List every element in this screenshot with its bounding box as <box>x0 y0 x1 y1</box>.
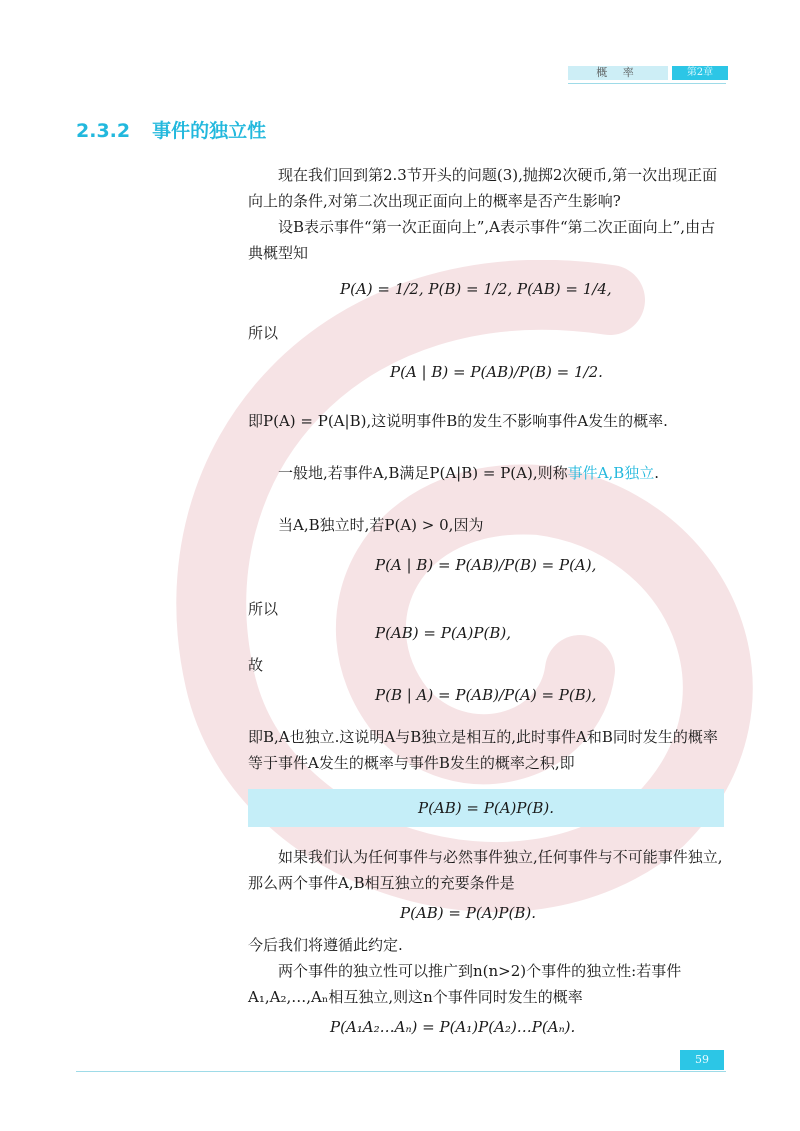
highlighted-equation: P(AB) = P(A)P(B). <box>248 789 724 827</box>
paragraph-2: 设B表示事件“第一次正面向上”,A表示事件“第二次正面向上”,由古典概型知 <box>248 218 716 262</box>
paragraph-3: 即P(A) = P(A|B),这说明事件B的发生不影响事件A发生的概率. <box>248 412 668 430</box>
header-rule <box>568 83 726 84</box>
paragraph-7: 如果我们认为任何事件与必然事件独立,任何事件与不可能事件独立,那么两个事件A,B相互独立的充要条件是 <box>248 848 723 892</box>
equation-5: P(B | A) = P(AB)/P(A) = P(B), <box>375 686 597 704</box>
chapter-label: 概 率 <box>568 66 668 80</box>
equation-7: P(AB) = P(A)P(B). <box>400 904 536 922</box>
chapter-tab: 第2章 <box>672 66 728 80</box>
paragraph-8: 今后我们将遵循此约定. <box>248 936 403 954</box>
section-heading <box>76 116 266 143</box>
page-number: 59 <box>680 1050 724 1070</box>
equation-2: P(A | B) = P(AB)/P(B) = 1/2. <box>390 363 603 381</box>
equation-3: P(A | B) = P(AB)/P(B) = P(A), <box>375 556 597 574</box>
definition-term: 事件A,B独立 <box>567 464 655 482</box>
label-suoyi-2: 所以 <box>248 600 279 618</box>
paragraph-5: 当A,B独立时,若P(A) > 0,因为 <box>278 516 484 534</box>
label-gu: 故 <box>248 656 264 674</box>
section-number: 2.3.2 <box>76 120 131 142</box>
running-header <box>568 66 728 80</box>
label-suoyi-1: 所以 <box>248 324 279 342</box>
paragraph-9: 两个事件的独立性可以推广到n(n>2)个事件的独立性:若事件A₁,A₂,…,Aₙ相互独立,则这n个事件同时发生的概率 <box>248 962 682 1006</box>
paragraph-4 <box>248 460 724 486</box>
footer-rule <box>76 1071 726 1072</box>
equation-8: P(A₁A₂…Aₙ) = P(A₁)P(A₂)…P(Aₙ). <box>330 1018 576 1036</box>
equation-1: P(A) = 1/2, P(B) = 1/2, P(AB) = 1/4, <box>340 280 612 298</box>
paragraph-4-end: . <box>654 464 660 482</box>
equation-4: P(AB) = P(A)P(B), <box>375 624 511 642</box>
paragraph-1: 现在我们回到第2.3节开头的问题(3),抛掷2次硬币,第一次出现正面向上的条件,对第二次出现正面向上的概率是否产生影响? <box>248 166 718 210</box>
paragraph-4-text: 一般地,若事件A,B满足P(A|B) = P(A),则称 <box>278 464 568 482</box>
section-title-text: 事件的独立性 <box>152 120 267 142</box>
paragraph-6: 即B,A也独立.这说明A与B独立是相互的,此时事件A和B同时发生的概率等于事件A发生的概率与事件B发生的概率之积,即 <box>248 728 718 772</box>
